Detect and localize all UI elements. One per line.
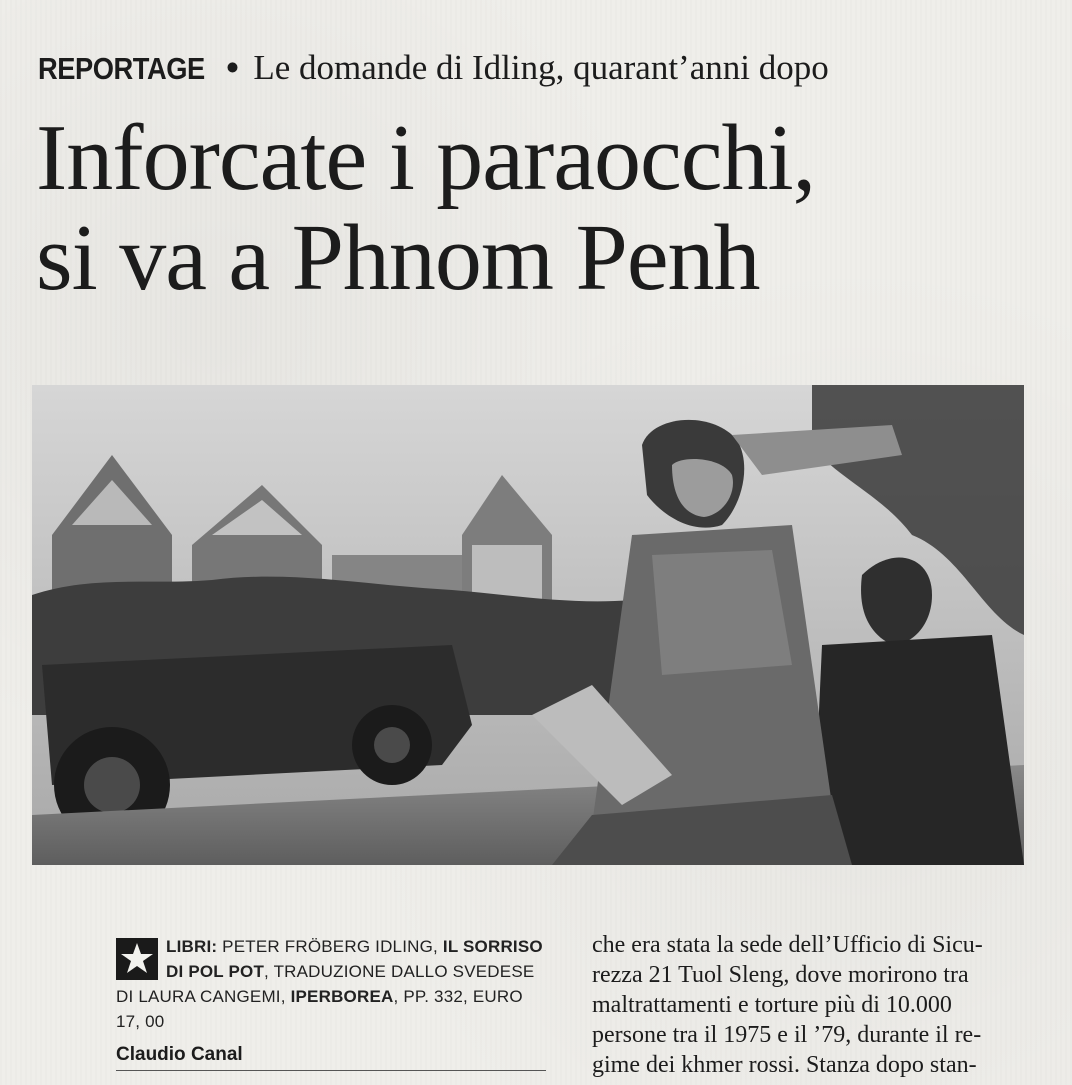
article-body	[592, 930, 1032, 1080]
body-line: persone tra il 1975 e il ’79, durante il re-	[592, 1022, 982, 1048]
headline-line-1: Inforcate i paraocchi,	[36, 106, 816, 210]
credits-translator: DI LAURA CANGEMI,	[116, 987, 291, 1006]
body-line: gime dei khmer rossi. Stanza dopo stan-	[592, 1052, 977, 1078]
star-icon	[116, 938, 158, 980]
byline-rule	[116, 1070, 546, 1071]
credits-line-1	[116, 934, 546, 959]
credits-line-2	[116, 959, 546, 984]
credits-line-3	[116, 984, 546, 1009]
book-credits	[116, 934, 546, 1034]
headline	[36, 108, 1046, 308]
credits-line-4: 17, 00	[116, 1012, 165, 1031]
body-line: maltrattamenti e torture più di 10.000	[592, 992, 952, 1018]
body-line: che era stata la sede dell’Ufficio di Sicu-	[592, 932, 983, 958]
headline-line-2: si va a Phnom Penh	[36, 206, 760, 310]
author-byline: Claudio Canal	[116, 1044, 243, 1065]
star-badge	[116, 938, 158, 980]
credits-label: LIBRI:	[166, 937, 218, 956]
news-photo	[32, 385, 1024, 865]
kicker-subtitle: Le domande di Idling, quarant’anni dopo	[253, 48, 829, 87]
credits-pages-price: , PP. 332, EURO	[393, 987, 523, 1006]
kicker-line	[38, 48, 829, 89]
credits-title-part-1: IL SORRISO	[442, 937, 543, 956]
credits-publisher: IPERBOREA	[290, 987, 394, 1006]
section-label: REPORTAGE	[38, 51, 205, 86]
credits-title-part-2: DI POL POT	[166, 962, 265, 981]
credits-author: PETER FRÖBERG IDLING,	[217, 937, 443, 956]
kicker-separator: •	[226, 48, 239, 87]
credits-translation: , TRADUZIONE DALLO SVEDESE	[264, 962, 535, 981]
photo-illustration	[32, 385, 1024, 865]
body-line: rezza 21 Tuol Sleng, dove morirono tra	[592, 962, 969, 988]
